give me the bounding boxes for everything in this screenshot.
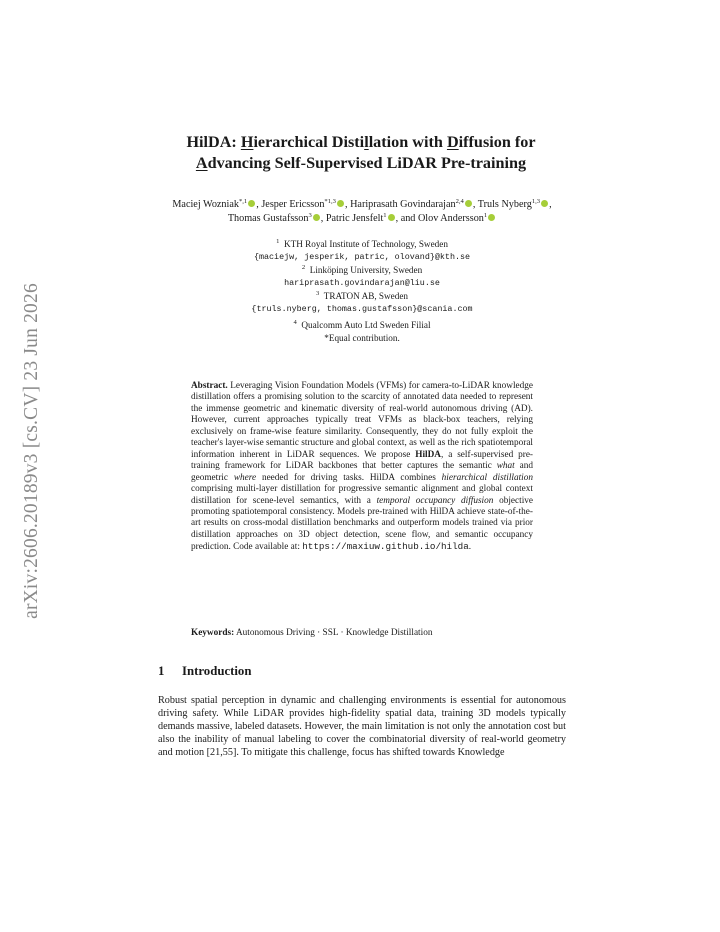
author-name: Maciej Wozniak: [172, 199, 239, 210]
author-name: Jesper Ericsson: [261, 199, 325, 210]
section-number: 1: [158, 664, 165, 678]
affiliation: [158, 319, 566, 332]
affiliation-name: Linköping University, Sweden: [309, 265, 423, 275]
orcid-icon[interactable]: [313, 214, 320, 221]
affiliation-email: {truls.nyberg, thomas.gustafsson}@scania.com: [251, 304, 473, 314]
author-affiliation-mark: 1: [483, 211, 488, 219]
orcid-icon[interactable]: [388, 214, 395, 221]
author-separator: ,: [256, 199, 262, 210]
title-part: l: [364, 133, 369, 151]
title-part: dvancing Self-Supervised LiDAR Pre-training: [207, 154, 527, 172]
abstract-emph: temporal occupancy diffusion: [376, 495, 494, 506]
author-affiliation-mark: *,1: [238, 198, 248, 205]
author-separator: ,: [549, 199, 552, 210]
title-part: HilDA:: [186, 133, 241, 151]
author-separator: ,: [344, 199, 351, 210]
intro-paragraph: Robust spatial perception in dynamic and challenging environments is essential for autonomous driving safety. While LiDAR provides high-fidelity spatial data, training 3D models typically demands massive, labeled datasets. However, the main limitation is not only the annotation cost but also the inability of manual labeling to cover the combinatorial diversity of real-world geometry and motion [21,55]. To mitigate this challenge, focus has shifted towards Knowledge: [158, 695, 566, 759]
author-separator: ,: [472, 199, 478, 210]
abstract-text: comprising multi-layer distillation for progressive semantic alignment and global context distillation for scene-level semantics, with a: [191, 484, 533, 506]
affiliation: [158, 264, 566, 277]
title-part: H: [240, 133, 254, 151]
author-affiliation-mark: 1: [383, 211, 387, 219]
orcid-icon[interactable]: [248, 200, 255, 207]
affiliation-email: hariprasath.govindarajan@liu.se: [284, 278, 440, 288]
orcid-icon[interactable]: [541, 200, 548, 207]
affiliation-name: Qualcomm Auto Ltd Sweden Filial: [301, 320, 431, 330]
abstract-text: , a self-supervised pre-training framework for LiDAR backbones that better captures the semantic: [191, 449, 533, 472]
abstract: [191, 381, 533, 554]
author-affiliation-mark: 3: [308, 211, 312, 219]
arxiv-stamp: [20, 262, 44, 640]
author-name: Truls Nyberg: [477, 199, 532, 210]
affiliation-number: 3: [315, 290, 320, 297]
title-part: iffusion for: [458, 133, 536, 151]
equal-contribution-note: *Equal contribution.: [324, 333, 400, 343]
title-part: D: [446, 133, 459, 151]
keywords: [191, 628, 533, 638]
arxiv-id: arXiv:2606.20189v3 [cs.CV] 23 Jun 2026: [21, 283, 43, 619]
orcid-icon[interactable]: [337, 200, 344, 207]
abstract-text: needed for driving tasks. HilDA combines: [256, 472, 442, 483]
section-title: Introduction: [182, 664, 252, 678]
author-name: Thomas Gustafsson: [227, 212, 309, 224]
paper-title: [150, 132, 572, 174]
title-part: A: [195, 154, 208, 172]
abstract-text: and geometric: [191, 461, 533, 483]
author-affiliation-mark: 1,3: [531, 198, 541, 205]
author-list: [158, 198, 566, 225]
keywords-text: Autonomous Driving · SSL · Knowledge Distillation: [234, 628, 433, 638]
section-heading: [158, 664, 251, 679]
author-affiliation-mark: 2,4: [455, 198, 464, 205]
affiliation-name: KTH Royal Institute of Technology, Sweden: [283, 239, 448, 249]
abstract-emph: hierarchical distillation: [441, 472, 533, 483]
author-separator: , and: [395, 212, 418, 224]
title-part: ierarchical Disti: [253, 133, 365, 151]
abstract-emph: HilDA: [415, 449, 441, 460]
affiliation-email: {maciejw, jesperik, patric, olovand}@kth.se: [253, 252, 471, 262]
abstract-emph: what: [496, 461, 515, 472]
author-name: Patric Jensfelt: [325, 212, 384, 224]
abstract-label: Abstract.: [191, 381, 228, 391]
abstract-emph: where: [233, 472, 257, 483]
abstract-text: .: [468, 542, 472, 553]
keywords-label: Keywords:: [191, 628, 235, 638]
author-affiliation-mark: *1,3: [324, 198, 336, 205]
affiliation: [158, 238, 566, 251]
orcid-icon[interactable]: [488, 214, 495, 221]
title-part: lation with: [368, 133, 447, 151]
author-name: Olov Andersson: [417, 212, 484, 224]
author-name: Hariprasath Govindarajan: [350, 199, 456, 210]
abstract-text: Leveraging Vision Foundation Models (VFMs) for camera-to-LiDAR knowledge distillation offers a promising solution to the scarcity of annotated data needed to represent the immense geometric and kinematic diversity of real-world autonomous driving (AD). However, current approaches typically treat VFMs as black-box teachers, relying exclusively on frame-wise feature similarity. Consequently, they do not fully exploit the teacher's layer-wise semantic structure and global context, as well as the rich spatiotemporal information inherent in LiDAR sequences. We propose: [191, 381, 533, 460]
affiliation-number: 4: [293, 319, 297, 326]
orcid-icon[interactable]: [465, 200, 472, 207]
affiliation-number: 2: [301, 264, 306, 271]
author-separator: ,: [320, 212, 326, 224]
affiliation-number: 1: [276, 238, 280, 245]
code-link[interactable]: https://maxiuw.github.io/hilda: [302, 541, 469, 553]
affiliation: [158, 290, 566, 303]
affiliation-name: TRATON AB, Sweden: [323, 291, 409, 301]
affiliations: [158, 238, 566, 345]
abstract-text: objective promoting spatiotemporal consistency. Models pre-trained with HilDA achieve state-of-the-art results on cross-modal distillation benchmarks and outperform models trained via prior distillation approaches on 3D object detection, scene flow, and semantic occupancy prediction. Code available at:: [191, 495, 533, 553]
